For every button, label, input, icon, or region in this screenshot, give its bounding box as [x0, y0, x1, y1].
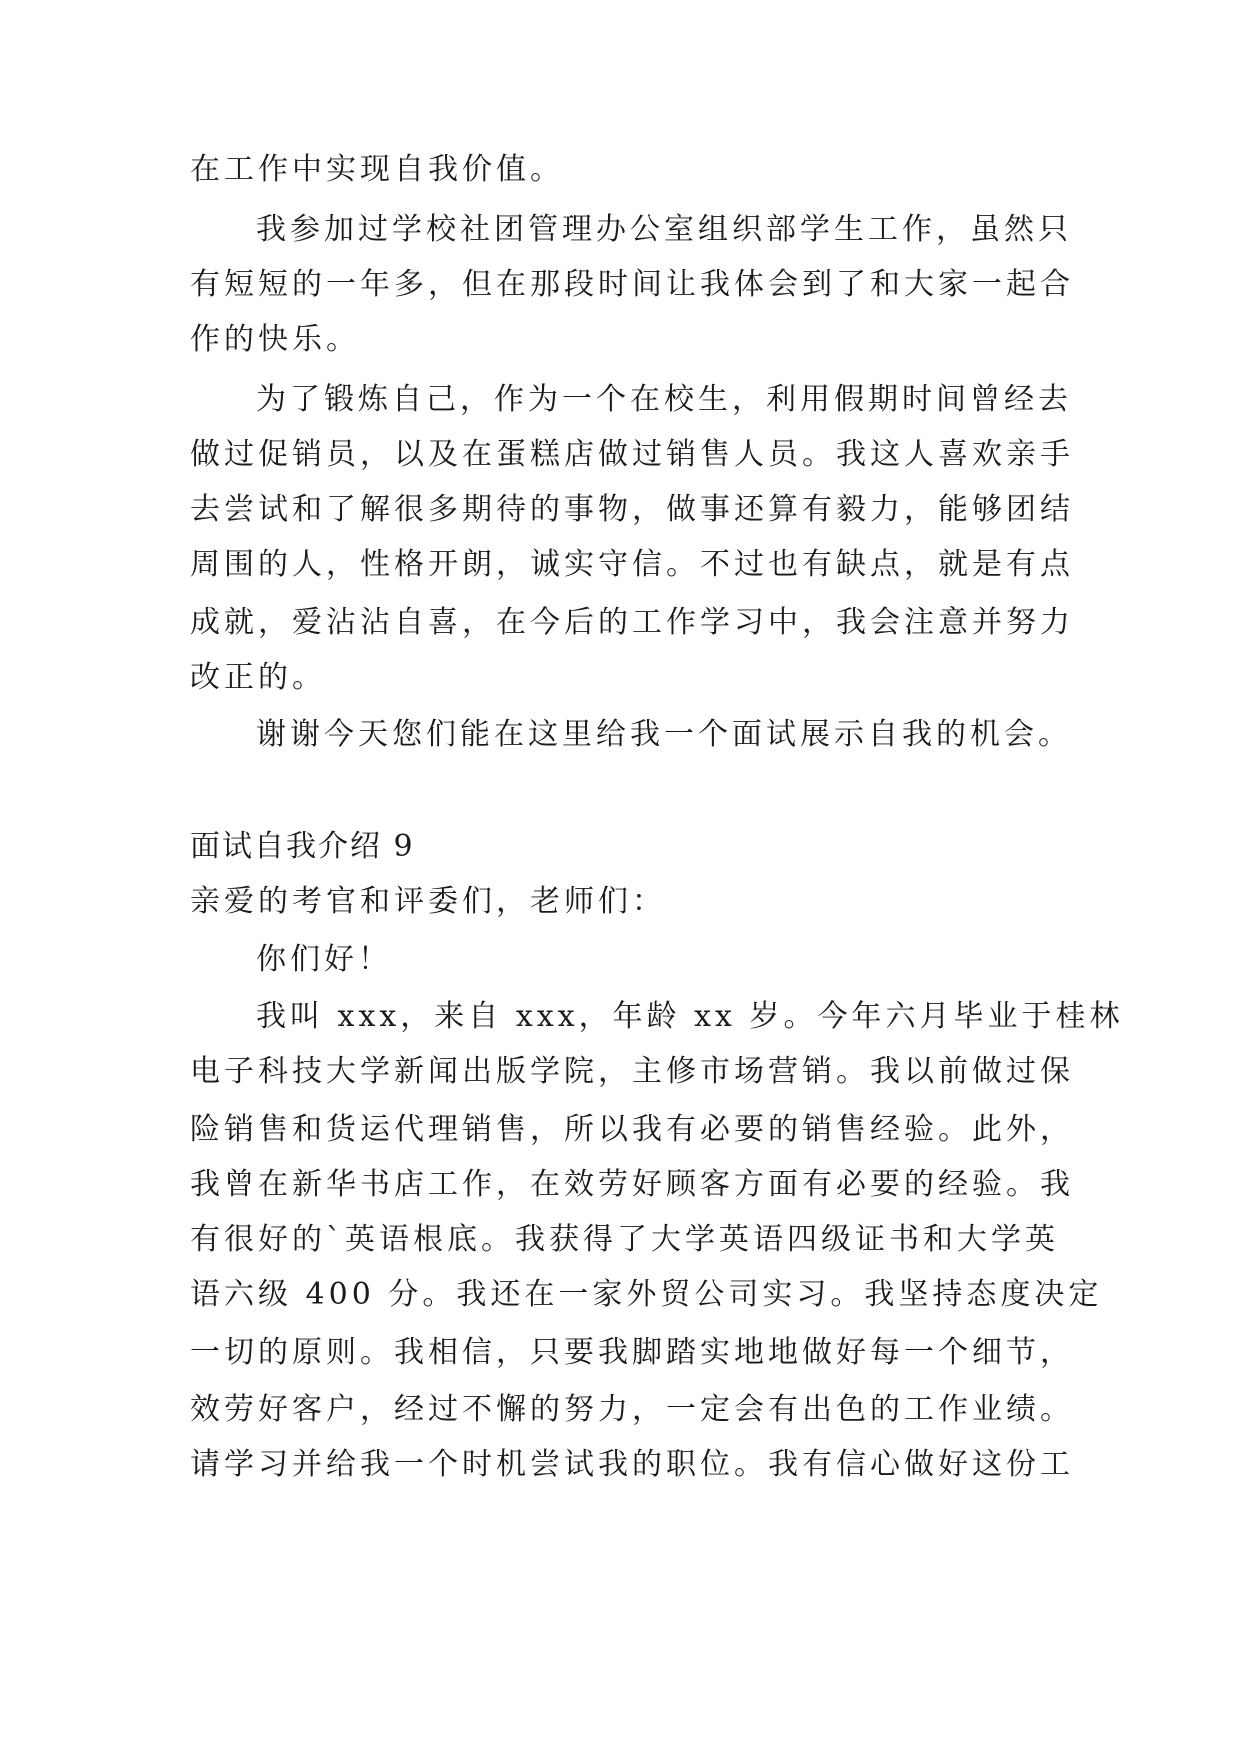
- text-line: 为了锻炼自己，作为一个在校生，利用假期时间曾经去: [256, 382, 1072, 417]
- text-line: 做过促销员，以及在蛋糕店做过销售人员。我这人喜欢亲手: [190, 437, 1074, 472]
- greeting: 你们好！: [256, 942, 392, 977]
- text-line: 语六级 400 分。我还在一家外贸公司实习。我坚持态度决定: [190, 1277, 1103, 1312]
- text-line: 谢谢今天您们能在这里给我一个面试展示自我的机会。: [256, 717, 1072, 752]
- text-line: 请学习并给我一个时机尝试我的职位。我有信心做好这份工: [190, 1447, 1074, 1482]
- text-line: 在工作中实现自我价值。: [190, 152, 564, 187]
- text-line: 我曾在新华书店工作，在效劳好顾客方面有必要的经验。我: [190, 1167, 1074, 1202]
- text-line: 效劳好客户，经过不懈的努力，一定会有出色的工作业绩。: [190, 1392, 1074, 1427]
- text-line: 成就，爱沾沾自喜，在今后的工作学习中，我会注意并努力: [190, 605, 1074, 640]
- text-line: 改正的。: [190, 660, 326, 695]
- text-line: 一切的原则。我相信，只要我脚踏实地地做好每一个细节，: [190, 1335, 1074, 1370]
- section-heading: 面试自我介绍 9: [190, 829, 415, 864]
- text-line: 作的快乐。: [190, 322, 360, 357]
- text-line: 电子科技大学新闻出版学院，主修市场营销。我以前做过保: [190, 1054, 1074, 1089]
- text-line: 我叫 xxx，来自 xxx，年龄 xx 岁。今年六月毕业于桂林: [256, 999, 1124, 1034]
- text-line: 险销售和货运代理销售，所以我有必要的销售经验。此外，: [190, 1112, 1074, 1147]
- text-line: 有短短的一年多，但在那段时间让我体会到了和大家一起合: [190, 267, 1074, 302]
- salutation: 亲爱的考官和评委们，老师们：: [190, 884, 666, 919]
- text-line: 周围的人，性格开朗，诚实守信。不过也有缺点，就是有点: [190, 547, 1074, 582]
- text-line: 去尝试和了解很多期待的事物，做事还算有毅力，能够团结: [190, 492, 1074, 527]
- text-line: 有很好的`英语根底。我获得了大学英语四级证书和大学英: [190, 1222, 1059, 1257]
- text-line: 我参加过学校社团管理办公室组织部学生工作，虽然只: [256, 212, 1072, 247]
